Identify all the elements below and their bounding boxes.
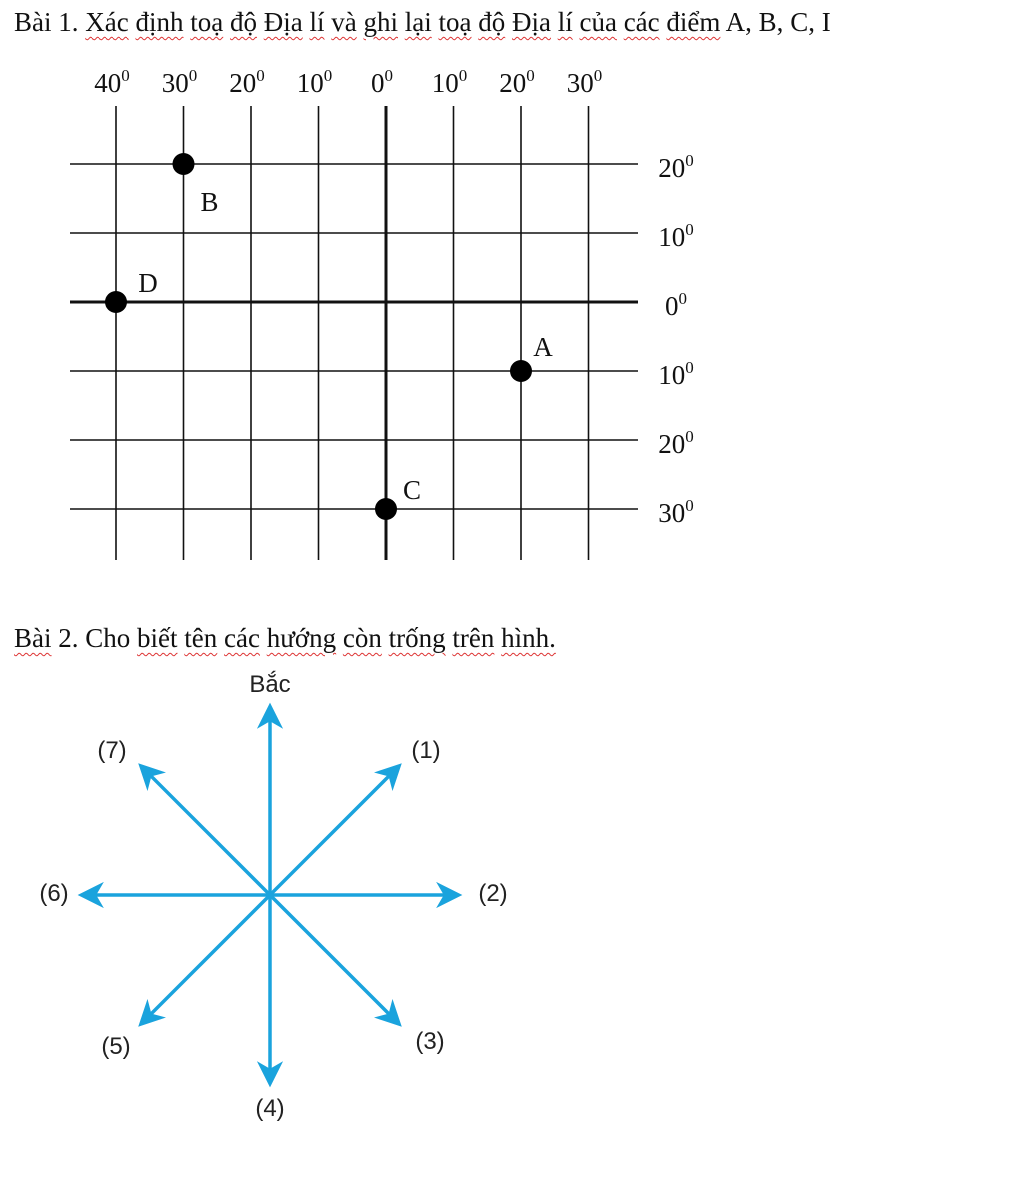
direction-label: (3) — [415, 1028, 445, 1055]
title-word: C, — [790, 7, 815, 37]
latitude-label: $20^0$ — [658, 151, 694, 183]
title-word: trống — [388, 623, 446, 653]
title-word: hình. — [501, 623, 556, 653]
latitude-label: $10^0$ — [658, 220, 694, 252]
title-word: và — [331, 7, 357, 37]
north-label: Bắc — [249, 671, 291, 698]
compass-arrow — [141, 895, 270, 1024]
title-word: toạ — [438, 7, 472, 37]
title-word: còn — [342, 623, 382, 653]
title-word: Bài — [14, 7, 52, 37]
compass-arrow — [270, 766, 399, 895]
title-word: của — [579, 7, 617, 37]
title-word: điểm — [666, 7, 721, 37]
direction-label: (5) — [101, 1033, 131, 1060]
title-word: định — [135, 7, 184, 37]
title-word: 1. — [58, 7, 79, 37]
title-word: toạ — [190, 7, 224, 37]
direction-label: (1) — [411, 737, 441, 764]
title-word: ghi — [363, 7, 398, 37]
latitude-label: $0^0$ — [665, 289, 687, 321]
title-word: trên — [452, 623, 495, 653]
title-word: độ — [229, 7, 257, 37]
title-word: các — [224, 623, 260, 653]
direction-label: (6) — [39, 880, 69, 907]
latitude-label: $30^0$ — [658, 496, 694, 528]
title-word: biết — [137, 623, 178, 653]
title-word: Cho — [85, 623, 131, 653]
longitude-label: $40^0$ — [94, 66, 130, 98]
title-word: tên — [184, 623, 218, 653]
title-word: I — [821, 7, 831, 37]
title-word: Địa — [511, 7, 551, 37]
title-word: các — [623, 7, 660, 37]
longitude-label: $30^0$ — [566, 66, 603, 98]
longitude-label: $0^0$ — [371, 66, 393, 98]
compass-arrow — [270, 895, 399, 1024]
direction-label: (7) — [97, 737, 127, 764]
title-word: Địa — [263, 7, 303, 37]
direction-label: (4) — [255, 1095, 285, 1122]
title-word: Xác — [85, 7, 129, 37]
point-label-b: B — [200, 187, 219, 217]
latitude-label: $20^0$ — [658, 427, 694, 459]
title-word: lí — [557, 7, 573, 37]
point-label-a: A — [533, 332, 553, 362]
title-word: lí — [309, 7, 325, 37]
longitude-label: $30^0$ — [161, 66, 198, 98]
direction-label: (2) — [478, 880, 508, 907]
compass-arrow — [141, 766, 270, 895]
point-label-c: C — [402, 475, 422, 505]
longitude-label: $20^0$ — [229, 66, 265, 98]
longitude-label: $10^0$ — [296, 66, 333, 98]
title-word: hướng — [266, 623, 337, 653]
title-word: Bài — [14, 623, 52, 653]
title-word: lại — [404, 7, 432, 37]
title-word: độ — [478, 7, 506, 37]
title-word: 2. — [58, 623, 79, 653]
point-label-d: D — [138, 268, 158, 298]
title-word: A, — [725, 7, 752, 37]
longitude-label: $20^0$ — [499, 66, 535, 98]
latitude-label: $10^0$ — [658, 358, 694, 390]
title-word: B, — [758, 7, 784, 37]
longitude-label: $10^0$ — [431, 66, 468, 98]
